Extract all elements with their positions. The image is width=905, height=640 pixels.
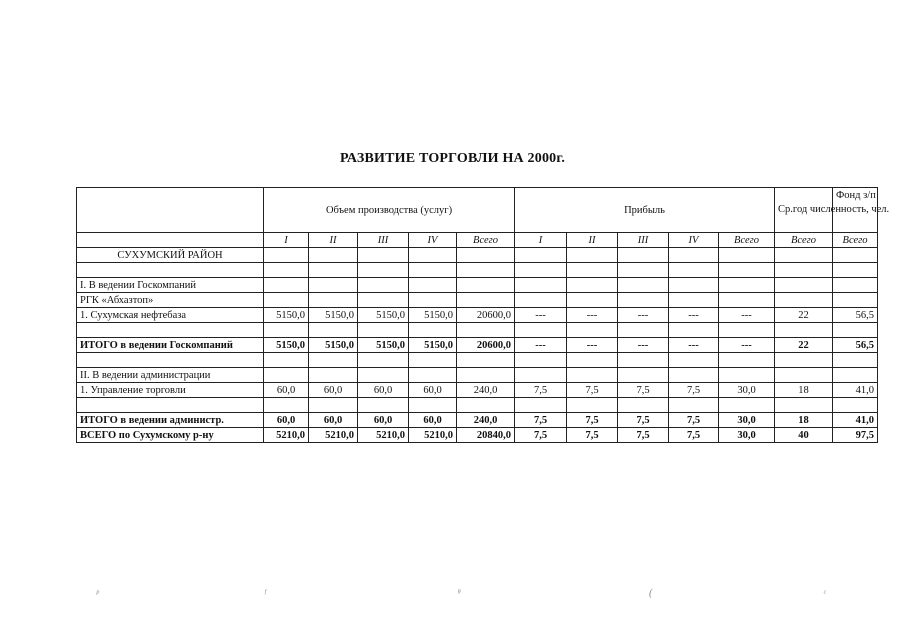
district-label: СУХУМСКИЙ РАЙОН bbox=[77, 248, 264, 263]
cell: 56,5 bbox=[833, 308, 878, 323]
cell: 5150,0 bbox=[358, 308, 409, 323]
cell: 56,5 bbox=[833, 338, 878, 353]
page-title: РАЗВИТИЕ ТОРГОВЛИ НА 2000г. bbox=[339, 151, 566, 166]
cell: 5210,0 bbox=[309, 428, 358, 443]
section-gos-row bbox=[77, 278, 878, 293]
row-label: 1. Сухумская нефтебаза bbox=[77, 308, 264, 323]
section-adm-label: II. В ведении администрации bbox=[77, 368, 264, 383]
table-row-torgovlya bbox=[77, 383, 878, 398]
subheader-q3: III bbox=[358, 233, 409, 248]
subheader-profit-q1: I bbox=[515, 233, 567, 248]
cell: --- bbox=[567, 308, 618, 323]
scan-mark: ᶠ bbox=[264, 588, 266, 599]
header-volume: Объем производства (услуг) bbox=[264, 188, 515, 233]
subheader-empty bbox=[77, 233, 264, 248]
subheader-staff-total: Всего bbox=[775, 233, 833, 248]
row-label: 1. Управление торговли bbox=[77, 383, 264, 398]
scan-artifacts bbox=[0, 588, 905, 618]
cell: 18 bbox=[775, 413, 833, 428]
cell: 5150,0 bbox=[309, 338, 358, 353]
cell: 41,0 bbox=[833, 383, 878, 398]
cell: 7,5 bbox=[567, 413, 618, 428]
cell: 30,0 bbox=[719, 428, 775, 443]
section-gos-sub-label: РГК «Абхазтоп» bbox=[77, 293, 264, 308]
table-row-vsego bbox=[77, 428, 878, 443]
section-adm-row bbox=[77, 368, 878, 383]
section-gos-sub-row bbox=[77, 293, 878, 308]
cell: 22 bbox=[775, 338, 833, 353]
table-row-itogo-gos bbox=[77, 338, 878, 353]
cell: 7,5 bbox=[515, 383, 567, 398]
cell: 30,0 bbox=[719, 413, 775, 428]
cell: 41,0 bbox=[833, 413, 878, 428]
cell: 7,5 bbox=[669, 413, 719, 428]
trade-table bbox=[76, 187, 890, 443]
header-empty bbox=[77, 188, 264, 233]
spacer-row bbox=[77, 263, 878, 278]
cell: 7,5 bbox=[618, 413, 669, 428]
cell: 7,5 bbox=[567, 428, 618, 443]
cell: 30,0 bbox=[719, 383, 775, 398]
table-row-neftebaza bbox=[77, 308, 878, 323]
header-row bbox=[77, 188, 878, 233]
scan-mark: ᶜ bbox=[823, 588, 826, 599]
cell: 7,5 bbox=[618, 428, 669, 443]
subheader-profit-q2: II bbox=[567, 233, 618, 248]
cell: 5150,0 bbox=[264, 338, 309, 353]
cell: --- bbox=[719, 308, 775, 323]
cell: 60,0 bbox=[264, 383, 309, 398]
header-avg-staff: Ср.год численность, чел. bbox=[775, 188, 833, 233]
cell: 60,0 bbox=[409, 413, 457, 428]
cell: 5150,0 bbox=[409, 338, 457, 353]
cell: 40 bbox=[775, 428, 833, 443]
spacer-row bbox=[77, 398, 878, 413]
subheader-profit-q4: IV bbox=[669, 233, 719, 248]
subheader-profit-q3: III bbox=[618, 233, 669, 248]
cell: 5210,0 bbox=[358, 428, 409, 443]
subheader-q4: IV bbox=[409, 233, 457, 248]
cell: --- bbox=[719, 338, 775, 353]
cell: --- bbox=[669, 338, 719, 353]
header-profit: Прибыль bbox=[515, 188, 775, 233]
cell: --- bbox=[515, 338, 567, 353]
cell: --- bbox=[618, 308, 669, 323]
cell: 60,0 bbox=[264, 413, 309, 428]
cell: 7,5 bbox=[669, 428, 719, 443]
cell: 5150,0 bbox=[264, 308, 309, 323]
cell: 5210,0 bbox=[409, 428, 457, 443]
cell: 7,5 bbox=[515, 413, 567, 428]
header-wage-fund: Фонд з/п bbox=[833, 188, 878, 233]
cell: --- bbox=[515, 308, 567, 323]
cell: 60,0 bbox=[358, 413, 409, 428]
subheader-fund-total: Всего bbox=[833, 233, 878, 248]
cell: 18 bbox=[775, 383, 833, 398]
row-label: ИТОГО в ведении администр. bbox=[77, 413, 264, 428]
table-row-itogo-adm bbox=[77, 413, 878, 428]
cell: 20840,0 bbox=[457, 428, 515, 443]
cell: 7,5 bbox=[669, 383, 719, 398]
cell: --- bbox=[618, 338, 669, 353]
subheader-q1: I bbox=[264, 233, 309, 248]
spacer-row bbox=[77, 323, 878, 338]
row-label: ВСЕГО по Сухумскому р-ну bbox=[77, 428, 264, 443]
subheader-row bbox=[77, 233, 878, 248]
cell: 7,5 bbox=[567, 383, 618, 398]
cell: 20600,0 bbox=[457, 308, 515, 323]
cell: --- bbox=[567, 338, 618, 353]
row-label: ИТОГО в ведении Госкомпаний bbox=[77, 338, 264, 353]
cell: 60,0 bbox=[409, 383, 457, 398]
scan-mark: ( bbox=[649, 588, 653, 599]
cell: 5150,0 bbox=[309, 308, 358, 323]
cell: 7,5 bbox=[515, 428, 567, 443]
subheader-q2: II bbox=[309, 233, 358, 248]
cell: 60,0 bbox=[309, 383, 358, 398]
cell: 22 bbox=[775, 308, 833, 323]
district-row bbox=[77, 248, 878, 263]
subheader-profit-total: Всего bbox=[719, 233, 775, 248]
cell: 97,5 bbox=[833, 428, 878, 443]
cell: 5150,0 bbox=[358, 338, 409, 353]
section-gos-label: I. В ведении Госкомпаний bbox=[77, 278, 264, 293]
cell: 60,0 bbox=[309, 413, 358, 428]
cell: 5150,0 bbox=[409, 308, 457, 323]
cell: 240,0 bbox=[457, 383, 515, 398]
cell: 7,5 bbox=[618, 383, 669, 398]
cell: 20600,0 bbox=[457, 338, 515, 353]
cell: 60,0 bbox=[358, 383, 409, 398]
subheader-total: Всего bbox=[457, 233, 515, 248]
cell: 240,0 bbox=[457, 413, 515, 428]
scan-mark: ᵖ bbox=[96, 588, 99, 599]
cell: --- bbox=[669, 308, 719, 323]
spacer-row bbox=[77, 353, 878, 368]
scan-mark: ᶿ bbox=[457, 588, 460, 599]
cell: 5210,0 bbox=[264, 428, 309, 443]
